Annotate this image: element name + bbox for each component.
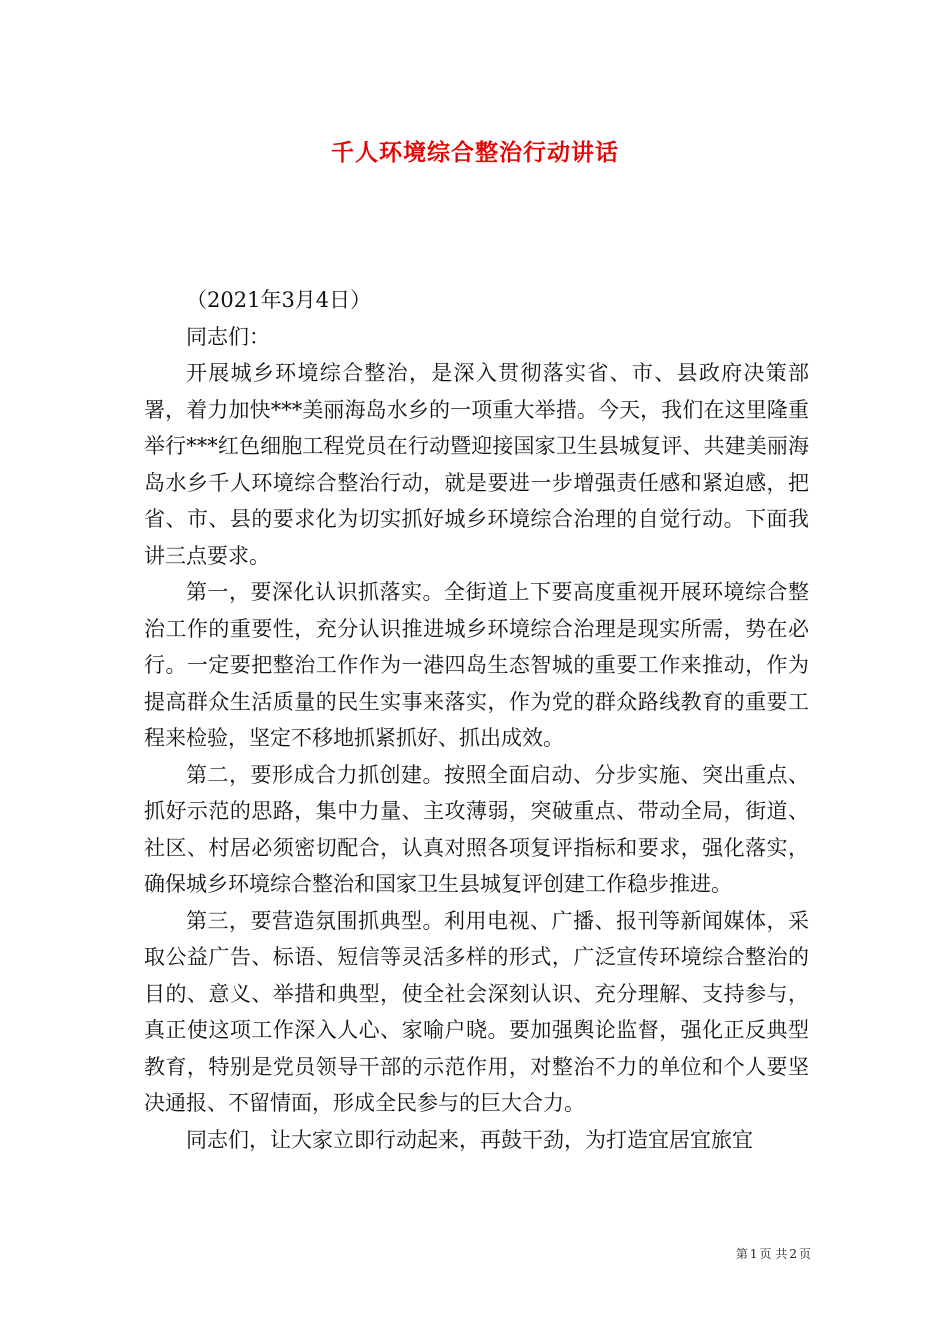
salutation: 同志们：: [186, 324, 270, 349]
paragraph-closing: 同志们，让大家立即行动起来，再鼓干劲，为打造宜居宜旅宜: [186, 1127, 753, 1152]
page-number-footer: [735, 1245, 812, 1262]
document-body: [144, 282, 809, 1158]
footer-total-pages: 2: [789, 1247, 797, 1261]
paragraph-second-point: 第二，要形成合力抓创建。按照全面启动、分步实施、突出重点、抓好示范的思路，集中力量、主攻薄弱，突破重点、带动全局，街道、社区、村居必须密切配合，认真对照各项复评指标和要求，强化落实，确保城乡环境综合整治和国家卫生县城复评创建工作稳步推进。: [144, 762, 809, 896]
paragraph-intro: 开展城乡环境综合整治，是深入贯彻落实省、市、县政府决策部署，着力加快***美丽海岛水乡的一项重大举措。今天，我们在这里隆重举行***红色细胞工程党员在行动暨迎接国家卫生县城复评、共建美丽海岛水乡千人环境综合整治行动，就是要进一步增强责任感和紧迫感，把省、市、县的要求化为切实抓好城乡环境综合治理的自觉行动。下面我讲三点要求。: [144, 361, 809, 568]
document-title: 千人环境综合整治行动讲话: [331, 139, 619, 166]
footer-middle: 页 共: [759, 1247, 788, 1261]
paragraph-third-point: 第三，要营造氛围抓典型。利用电视、广播、报刊等新闻媒体，采取公益广告、标语、短信等灵活多样的形式，广泛宣传环境综合整治的目的、意义、举措和典型，使全社会深刻认识、充分理解、支持参与，真正使这项工作深入人心、家喻户晓。要加强舆论监督，强化正反典型教育，特别是党员领导干部的示范作用，对整治不力的单位和个人要坚决通报、不留情面，形成全民参与的巨大合力。: [144, 908, 809, 1115]
footer-suffix: 页: [798, 1247, 811, 1261]
footer-prefix: 第: [735, 1247, 748, 1261]
paragraph-first-point: 第一，要深化认识抓落实。全街道上下要高度重视开展环境综合整治工作的重要性，充分认识推进城乡环境综合治理是现实所需，势在必行。一定要把整治工作作为一港四岛生态智城的重要工作来推动，作为提高群众生活质量的民生实事来落实，作为党的群众路线教育的重要工程来检验，坚定不移地抓紧抓好、抓出成效。: [144, 580, 809, 750]
footer-current-page: 1: [749, 1247, 758, 1261]
date-line: （2021年3月4日）: [186, 288, 372, 312]
